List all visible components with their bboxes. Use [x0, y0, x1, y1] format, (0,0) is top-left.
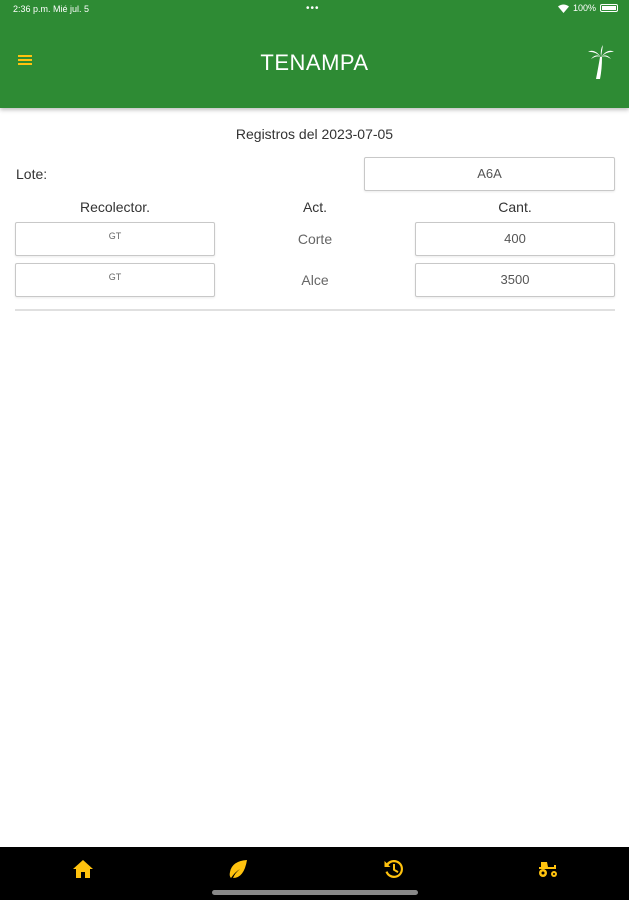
status-dots: •••	[306, 3, 320, 14]
recolector-field[interactable]: GT	[15, 263, 215, 297]
leaf-icon[interactable]	[226, 857, 250, 881]
wifi-icon	[558, 4, 569, 13]
column-header-act: Act.	[302, 199, 328, 215]
status-bar	[0, 0, 629, 20]
records-date-title: Registros del 2023-07-05	[235, 126, 394, 142]
home-indicator[interactable]	[212, 890, 418, 895]
activity-label: Alce	[301, 272, 329, 288]
lote-field[interactable]: A6A	[364, 157, 615, 191]
column-header-recolector: Recolector.	[79, 199, 151, 215]
activity-label: Corte	[297, 231, 333, 247]
recolector-field[interactable]: GT	[15, 222, 215, 256]
history-icon[interactable]	[381, 857, 405, 881]
status-right	[558, 3, 618, 13]
quantity-field[interactable]: 3500	[415, 263, 615, 297]
status-time: 2:36 p.m. Mié jul. 5	[13, 4, 90, 14]
lote-label: Lote:	[16, 166, 48, 182]
app-bar	[0, 0, 629, 108]
battery-percent: 100%	[572, 3, 596, 13]
home-icon[interactable]	[71, 857, 95, 881]
battery-icon	[600, 4, 618, 12]
column-header-cant: Cant.	[498, 199, 532, 215]
divider	[15, 309, 615, 311]
app-title: TENAMPA	[260, 50, 369, 75]
quantity-field[interactable]: 400	[415, 222, 615, 256]
tractor-icon[interactable]	[536, 857, 560, 881]
palm-tree-icon[interactable]	[587, 45, 615, 79]
